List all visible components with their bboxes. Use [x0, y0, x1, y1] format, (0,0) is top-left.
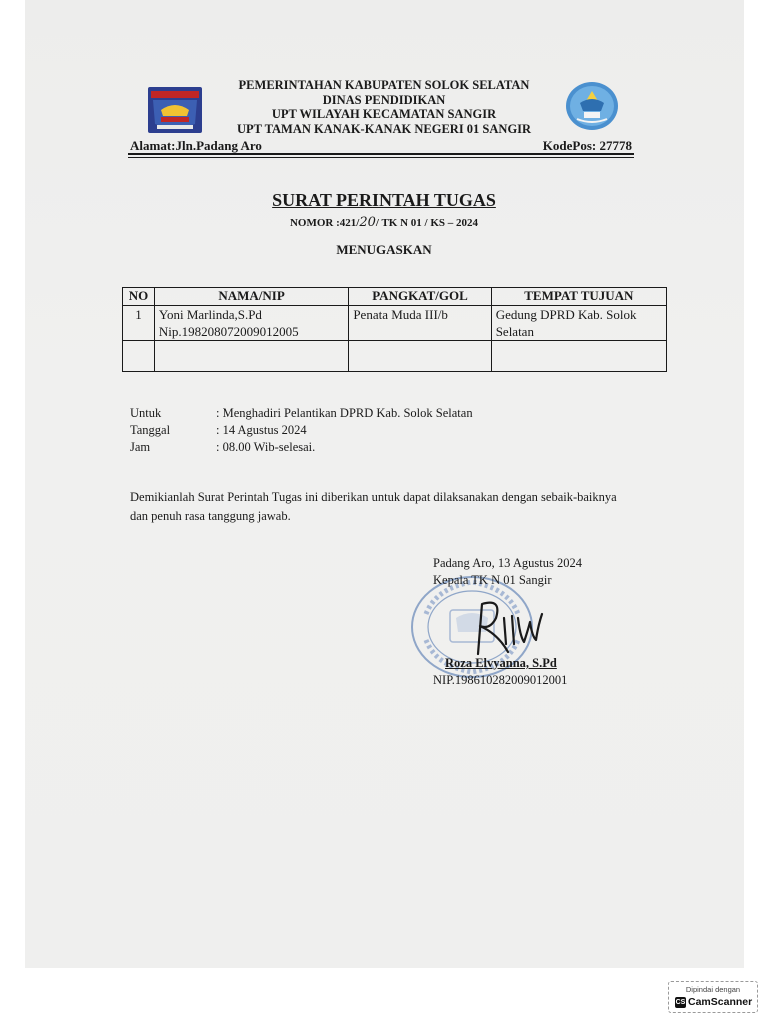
table-header-row — [123, 288, 667, 306]
column-header-nama-nip: NAMA/NIP — [154, 288, 348, 306]
handwritten-signature — [468, 596, 548, 658]
camscanner-brand-text: CamScanner — [688, 996, 753, 1008]
letterhead-text — [200, 78, 568, 136]
detail-label: Jam — [130, 440, 151, 454]
closing-paragraph: Demikianlah Surat Perintah Tugas ini diberikan untuk dapat dilaksanakan dengan sebaik-baiknya dan penuh rasa tanggung jawab. — [130, 490, 617, 523]
document-title: SURAT PERINTAH TUGAS — [272, 190, 496, 210]
assignment-heading: MENUGASKAN — [336, 242, 432, 257]
column-header-tempat-tujuan: TEMPAT TUJUAN — [491, 288, 666, 306]
document-number-prefix: NOMOR :421/ — [289, 217, 360, 229]
cell-no: 1 — [123, 306, 155, 341]
employee-nip: Nip.198208072009012005 — [158, 324, 299, 339]
signature-block — [433, 555, 582, 589]
signer-name: Roza Elvyanna, S.Pd — [445, 656, 557, 670]
cell-nama-nip — [154, 341, 348, 372]
regency-emblem-logo — [147, 86, 203, 134]
address: Alamat:Jln.Padang Aro — [130, 138, 262, 153]
camscanner-badge — [668, 981, 758, 1013]
letterhead-line: PEMERINTAHAN KABUPATEN SOLOK SELATAN — [238, 78, 530, 92]
signature-position: Kepala TK N 01 Sangir — [433, 573, 552, 587]
table-row — [123, 341, 667, 372]
camscanner-brand — [675, 996, 752, 1008]
camscanner-icon: CS — [675, 998, 686, 1006]
detail-value: : Menghadiri Pelantikan DPRD Kab. Solok Selatan — [216, 406, 473, 420]
cell-pangkat: Penata Muda III/b — [349, 306, 491, 341]
letterhead-line: DINAS PENDIDIKAN — [322, 92, 446, 107]
postcode: KodePos: 27778 — [542, 138, 632, 153]
letterhead-line: UPT TAMAN KANAK-KANAK NEGERI 01 SANGIR — [236, 121, 532, 136]
detail-label: Tanggal — [130, 423, 171, 437]
column-header-no: NO — [123, 288, 155, 306]
document-number — [0, 215, 768, 230]
assignment-table — [122, 287, 667, 372]
cell-nama-nip — [154, 306, 348, 341]
detail-label: Untuk — [130, 406, 162, 420]
letterhead-rule-thin — [128, 157, 634, 158]
table-row — [123, 306, 667, 341]
tut-wuri-handayani-logo — [565, 81, 619, 131]
document-number-handwritten: 20 — [359, 215, 376, 230]
letterhead-line: UPT WILAYAH KECAMATAN SANGIR — [271, 107, 497, 121]
detail-value: : 08.00 Wib-selesai. — [216, 440, 316, 454]
employee-name: Yoni Marlinda,S.Pd — [158, 307, 262, 322]
letterhead-rule-thick — [128, 153, 634, 155]
camscanner-caption: Dipindai dengan — [685, 985, 741, 994]
signer-nip: NIP.198610282009012001 — [433, 673, 568, 687]
column-header-pangkat-gol: PANGKAT/GOL — [349, 288, 491, 306]
cell-no — [123, 341, 155, 372]
detail-value: : 14 Agustus 2024 — [216, 423, 307, 437]
signature-place-date: Padang Aro, 13 Agustus 2024 — [433, 556, 582, 570]
cell-tujuan: Gedung DPRD Kab. Solok Selatan — [491, 306, 666, 341]
scan-margin — [744, 0, 768, 968]
cell-tujuan — [491, 341, 666, 372]
cell-pangkat — [349, 341, 491, 372]
document-number-suffix: / TK N 01 / KS – 2024 — [375, 217, 479, 229]
